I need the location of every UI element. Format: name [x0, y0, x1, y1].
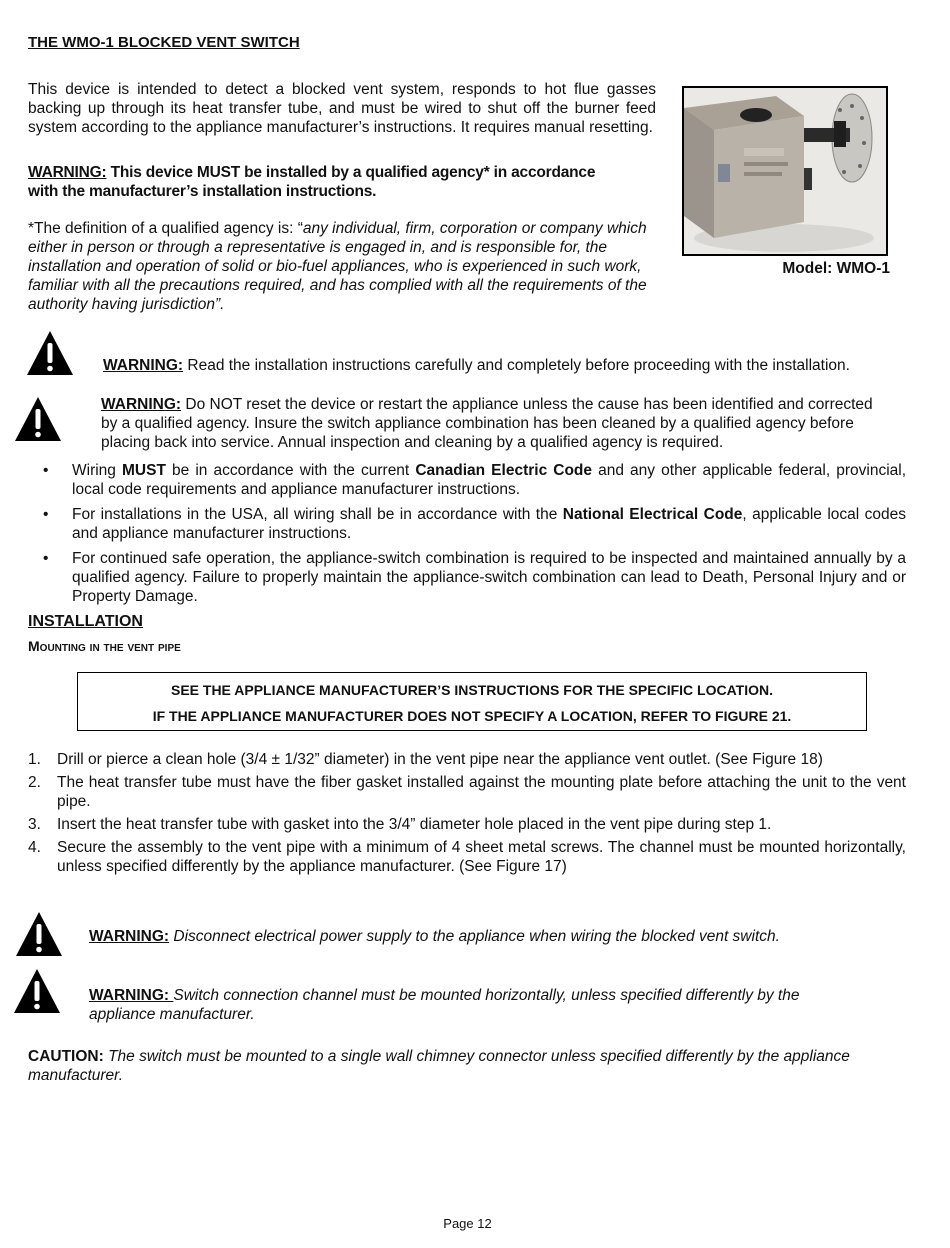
installation-heading: INSTALLATION	[28, 613, 143, 630]
warning-triangle-icon	[14, 396, 62, 442]
warning-label: WARNING:	[28, 164, 107, 181]
requirements-list	[28, 461, 906, 612]
list-item: • For installations in the USA, all wiring shall be in accordance with the National Electrical Code, applicable local codes and appliance manufacturer instructions.	[43, 506, 906, 542]
step-item: 3. Insert the heat transfer tube with gasket into the 3/4” diameter hole placed in the vent pipe during step 1.	[28, 816, 772, 833]
warning-label: WARNING:	[89, 987, 174, 1004]
intro-paragraph: This device is intended to detect a blocked vent system, responds to hot flue gasses backing up through its heat transfer tube, and must be wired to shut off the burner feed system according to the appliance manufacturer’s instructions. It requires manual resetting.	[28, 81, 656, 136]
wmo1-device-illustration	[684, 88, 886, 254]
caution-text: The switch must be mounted to a single wall chimney connector unless specified differently by the appliance manufacturer.	[28, 1048, 850, 1084]
warning-label: WARNING:	[101, 396, 182, 413]
notice-line: IF THE APPLIANCE MANUFACTURER DOES NOT SPECIFY A LOCATION, REFER TO FIGURE 21.	[152, 708, 792, 724]
page-number: Page 12	[443, 1216, 492, 1231]
warning-triangle-icon	[26, 330, 74, 376]
page-title: THE WMO-1 BLOCKED VENT SWITCH	[28, 34, 300, 51]
definition-prefix: *The definition of a qualified agency is: “	[28, 220, 303, 237]
location-notice-box	[77, 672, 867, 731]
warning-triangle-icon	[13, 968, 61, 1014]
warning-label: WARNING:	[89, 928, 170, 945]
notice-line: SEE THE APPLIANCE MANUFACTURER’S INSTRUCTIONS FOR THE SPECIFIC LOCATION.	[170, 682, 774, 698]
list-item: • For continued safe operation, the appliance-switch combination is required to be inspected and maintained annually by a qualified agency. Failure to properly maintain the appliance-switch combination can lead to Death, Personal Injury and or Property Damage.	[43, 550, 906, 605]
warning-text: Disconnect electrical power supply to the appliance when wiring the blocked vent switch.	[169, 928, 780, 945]
mounting-subheading: Mounting in the vent pipe	[28, 638, 181, 654]
channel-mounting-warning	[89, 986, 829, 1024]
installation-steps	[28, 750, 906, 880]
caution-note	[28, 1047, 908, 1085]
list-item: • Wiring MUST be in accordance with the current Canadian Electric Code and any other applicable federal, provincial, local code requirements and appliance manufacturer instructions.	[43, 462, 907, 498]
warning-text: Switch connection channel must be mounted horizontally, unless specified differently by the appliance manufacturer.	[89, 987, 800, 1023]
definition-text: any individual, firm, corporation or company which either in person or through a representative is engaged in, and is responsible for, the installation and operation of solid or bio-fuel appliances, who is experienced in such work, familiar with all the precautions required, and has complied with all the requirements of the authority having jurisdiction”.	[28, 220, 647, 313]
step-item: 4. Secure the assembly to the vent pipe with a minimum of 4 sheet metal screws. The channel must be mounted horizontally, unless specified differently by the appliance manufacturer. (See Figure 17)	[28, 839, 906, 875]
warning-text: Read the installation instructions carefully and completely before proceeding with the installation.	[183, 357, 850, 374]
read-instructions-warning	[103, 356, 903, 375]
step-item: 2. The heat transfer tube must have the fiber gasket installed against the mounting plate before attaching the unit to the vent pipe.	[28, 774, 906, 810]
warning-text: Do NOT reset the device or restart the appliance unless the cause has been identified and corrected by a qualified agency. Insure the switch appliance combination has been cleaned by a qualified agency before placing back into service. Annual inspection and cleaning by a qualified agency is required.	[101, 396, 873, 451]
install-warning	[28, 163, 628, 201]
step-item: 1. Drill or pierce a clean hole (3/4 ± 1/32” diameter) in the vent pipe near the appliance vent outlet. (See Figure 18)	[28, 751, 823, 768]
warning-text: This device MUST be installed by a qualified agency* in accordance with the manufacturer’s installation instructions.	[28, 164, 596, 200]
caution-label: CAUTION:	[28, 1048, 104, 1065]
disconnect-power-warning	[89, 927, 889, 946]
photo-caption: Model: WMO-1	[782, 260, 890, 277]
product-photo	[682, 86, 888, 256]
warning-label: WARNING:	[103, 357, 184, 374]
warning-triangle-icon	[15, 911, 63, 957]
qualified-agency-definition	[28, 219, 658, 314]
reset-warning	[101, 395, 891, 452]
